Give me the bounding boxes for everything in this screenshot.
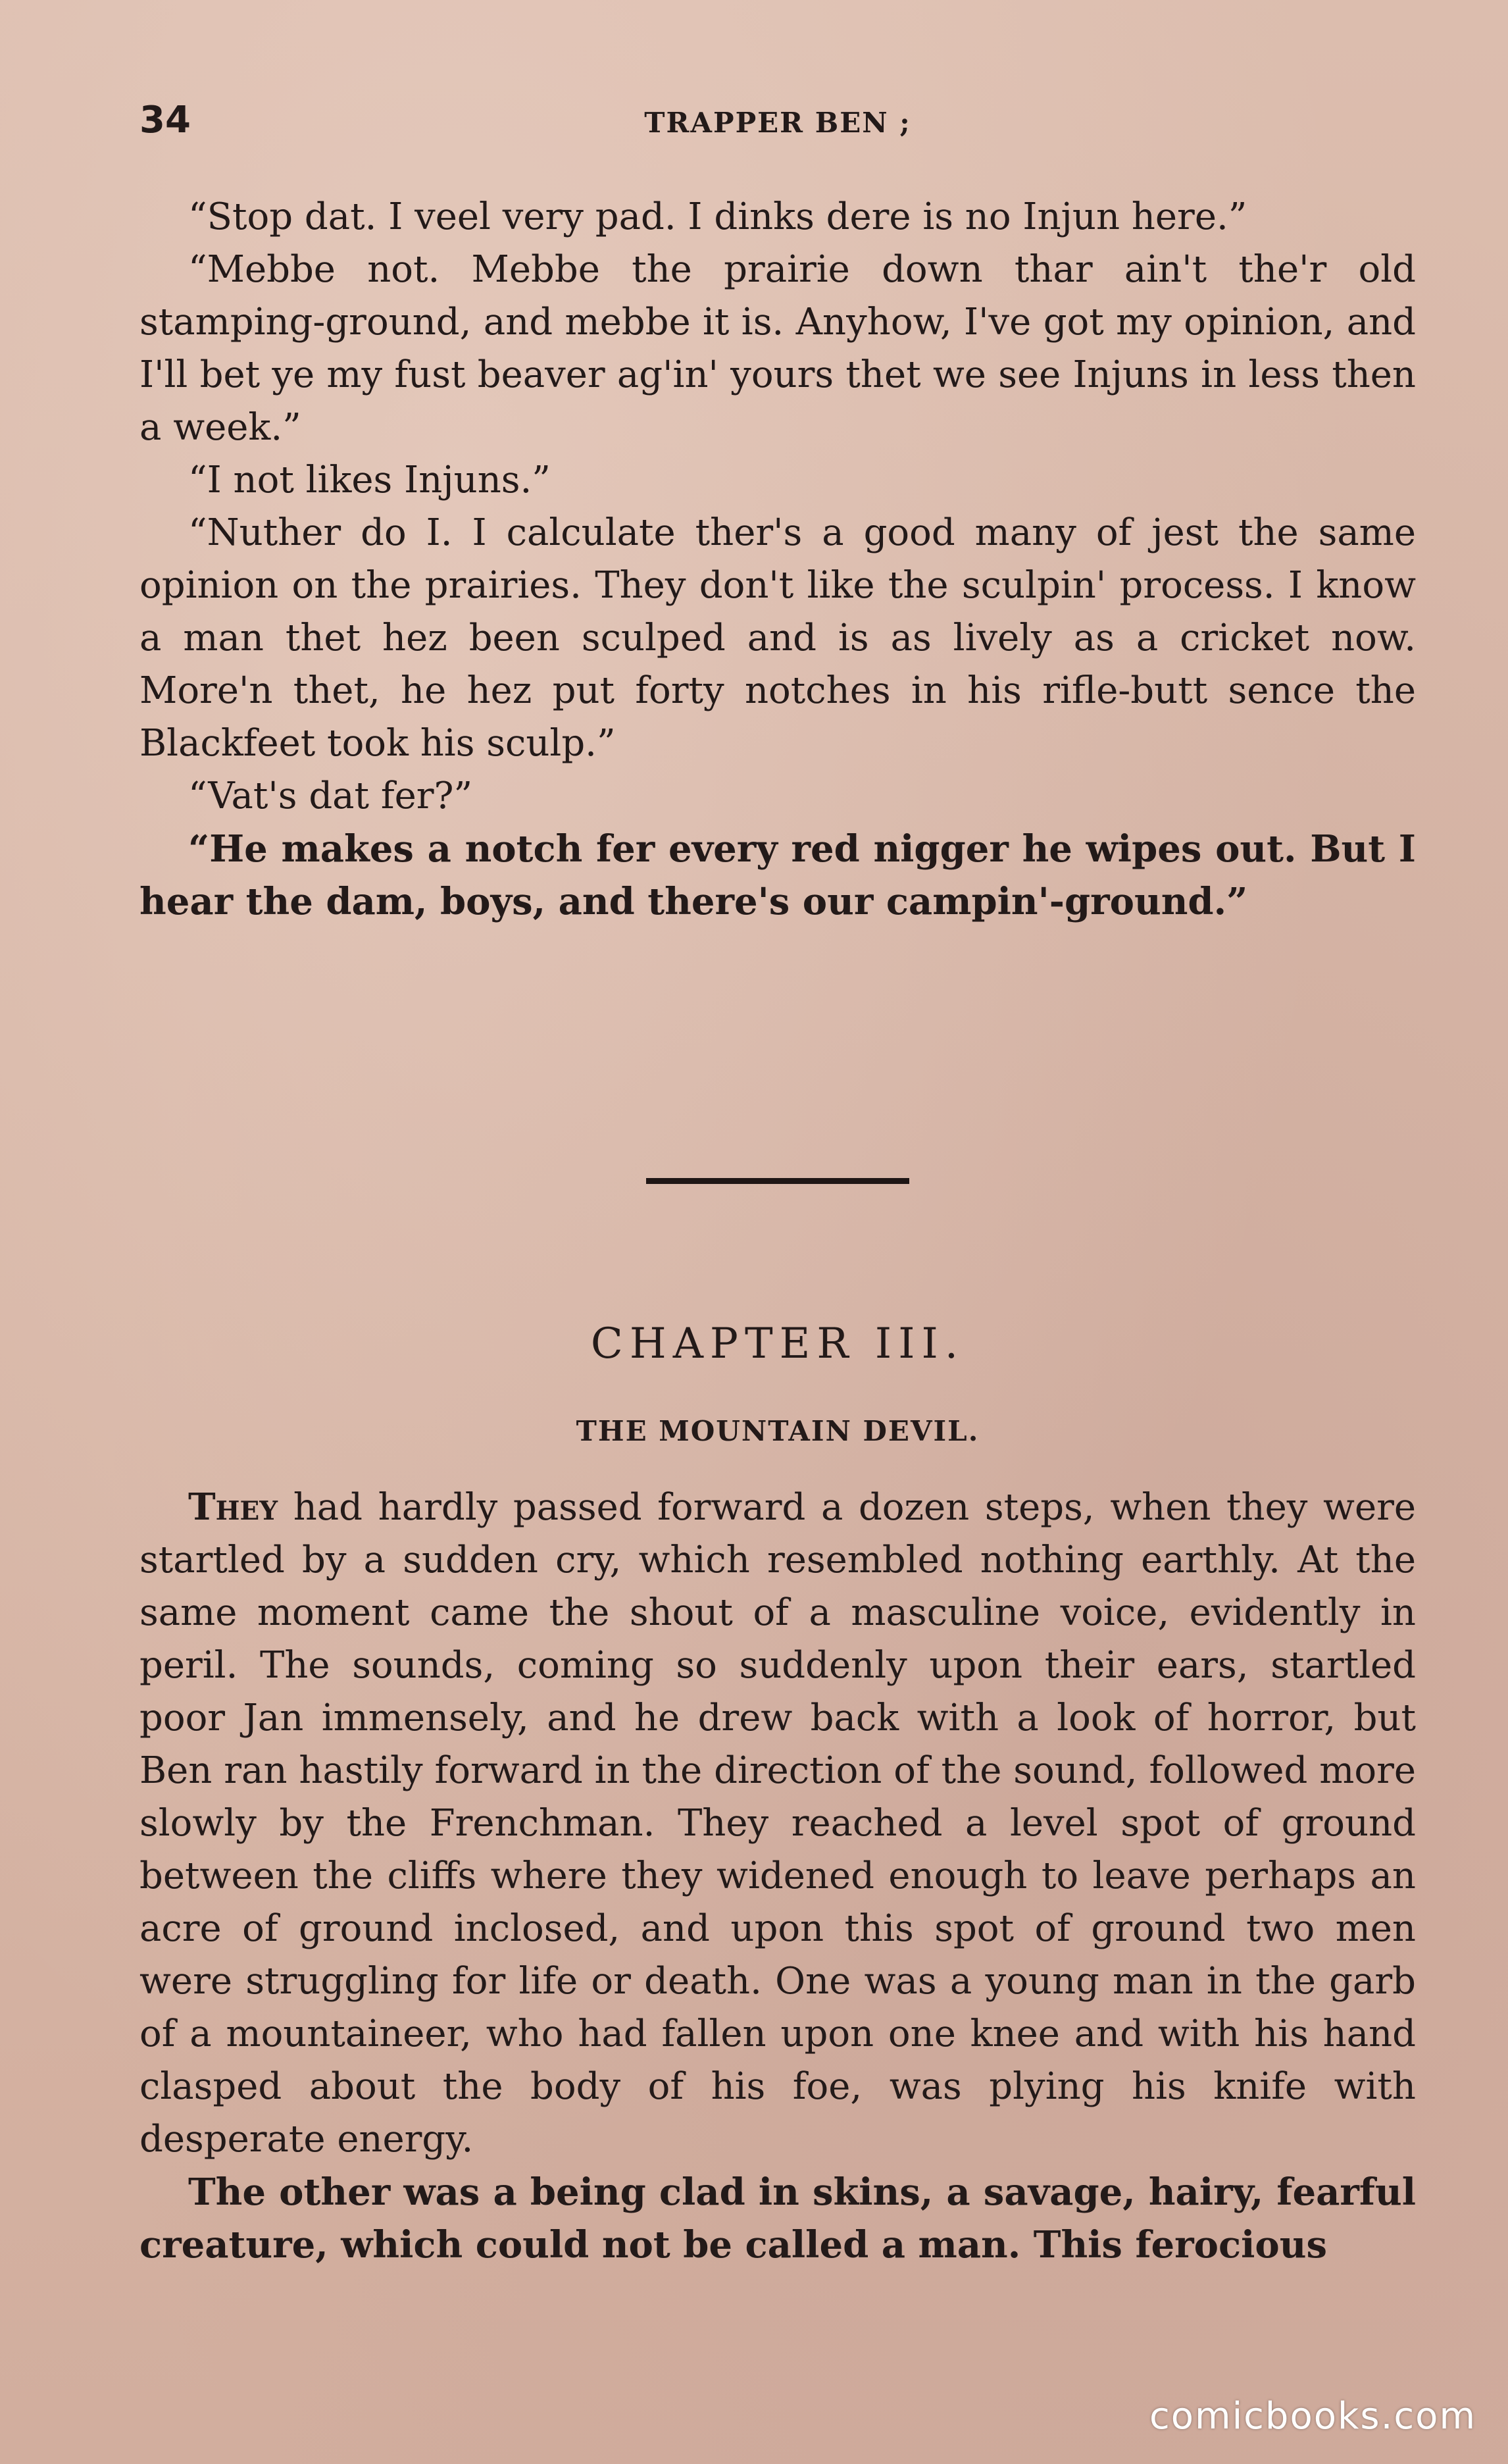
paragraph <box>139 1481 1416 2166</box>
paragraph-lead: They <box>188 1485 278 1529</box>
paragraph: “Mebbe not. Mebbe the prairie down thar ain't the'r old stamping-ground, and mebbe it is. Anyhow, I've got my opinion, and I'll bet ye my fust beaver ag'in' yours thet we see Injuns in less then a week.” <box>139 248 1416 449</box>
text-block-bottom <box>139 1481 1416 2271</box>
paragraph: “He makes a notch fer every red nigger he wipes out. But I hear the dam, boys, and there's our campin'-ground.” <box>139 827 1416 923</box>
page-number: 34 <box>139 99 191 141</box>
paragraph: “Nuther do I. I calculate ther's a good many of jest the same opinion on the prairies. They don't like the sculpin' process. I know a man thet hez been sculped and is as lively as a cricket now. More'n thet, he hez put forty notches in his rifle-butt sence the Blackfeet took his sculp.” <box>139 511 1416 765</box>
paragraph: “Vat's dat fer?” <box>188 775 473 817</box>
text-block-top <box>139 191 1416 928</box>
paragraph-body: The other was a being clad in skins, a savage, hairy, fearful creature, which could not be called a man. This ferocious <box>139 2170 1416 2267</box>
paragraph-body: had hardly passed forward a dozen steps, when they were startled by a sudden cry, which resembled nothing earthly. At the same moment came the shout of a masculine voice, evidently in peril. The sounds, coming so suddenly upon their ears, startled poor Jan immensely, and he drew back with a look of horror, but Ben ran hastily forward in the direction of the sound, followed more slowly by the Frenchman. They reached a level spot of ground between the cliffs where they widened enough to leave perhaps an acre of ground inclosed, and upon this spot of ground two men were struggling for life or death. One was a young man in the garb of a mountaineer, who had fallen upon one knee and with his hand clasped about the body of his foe, was plying his knife with desperate energy. <box>139 1486 1416 2161</box>
paragraph <box>139 2166 1416 2271</box>
page-header <box>139 99 1416 145</box>
chapter-title: CHAPTER III. <box>590 1320 965 1368</box>
paragraph: “Stop dat. I veel very pad. I dinks dere is no Injun here.” <box>188 195 1247 238</box>
section-divider <box>646 1178 909 1184</box>
paragraph: “I not likes Injuns.” <box>188 459 551 501</box>
running-head: TRAPPER BEN ; <box>644 107 911 139</box>
chapter-subtitle: THE MOUNTAIN DEVIL. <box>576 1415 980 1447</box>
watermark-text: comicbooks.com <box>1149 2395 1476 2438</box>
